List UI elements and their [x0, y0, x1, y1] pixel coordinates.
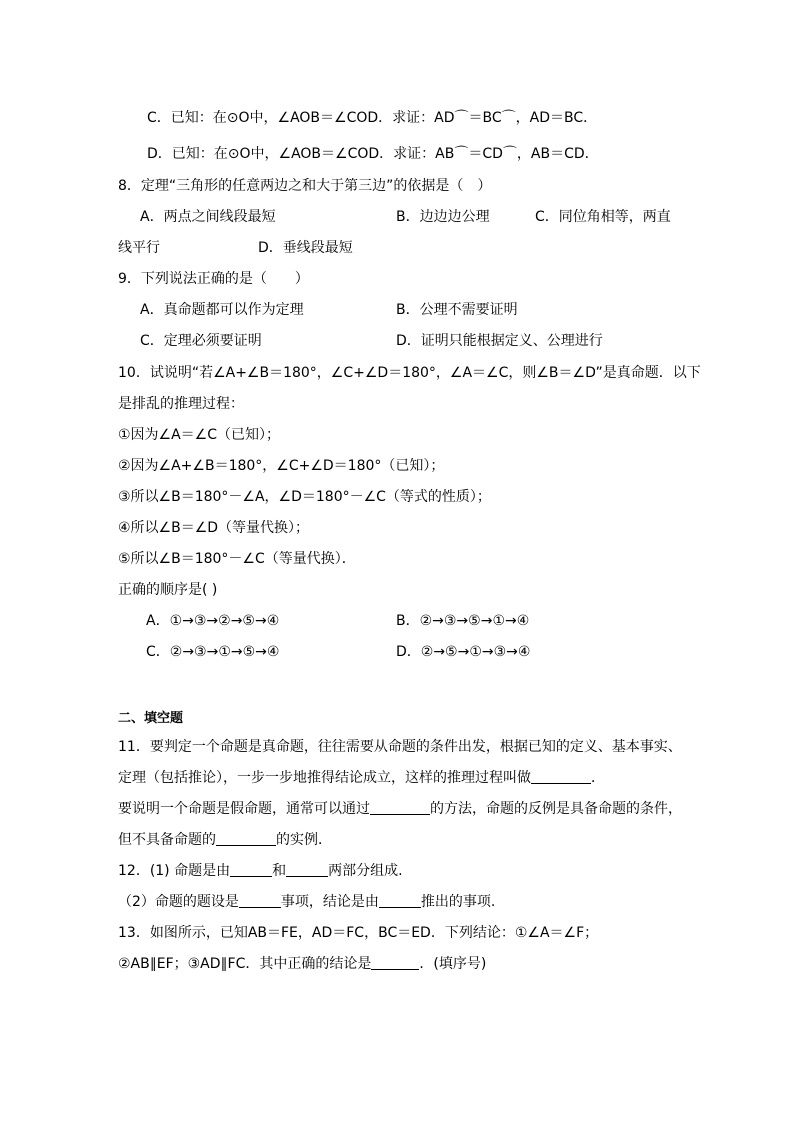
q7-option-d: D．已知：在⊙O中，∠AOB＝∠COD．求证：AB⌒＝CD⌒，AB＝CD．	[147, 146, 599, 162]
q13-line2-text: ②AB∥EF；③AD∥FC．其中正确的结论是	[118, 956, 372, 972]
q9-option-c: C．定理必须要证明	[140, 333, 262, 349]
q12-part1	[118, 861, 403, 881]
q13-line2	[118, 954, 486, 974]
q10-step-5: ⑤所以∠B＝180°－∠C（等量代换）．	[118, 551, 356, 567]
q9-option-b: B．公理不需要证明	[396, 302, 518, 318]
q10-question: 正确的顺序是( )	[118, 582, 218, 598]
q11-line3-text: 要说明一个命题是假命题，通常可以通过	[118, 801, 370, 817]
q10-option-d: D．②→⑤→①→③→④	[396, 644, 531, 660]
q11-line3	[118, 799, 682, 819]
q10-step-3: ③所以∠B＝180°－∠A，∠D＝180°－∠C（等式的性质）；	[118, 489, 491, 505]
answer-blank[interactable]	[286, 862, 328, 877]
answer-blank[interactable]	[531, 769, 591, 784]
q13-line2-end: ．(填序号)	[419, 956, 487, 972]
q8-option-c: C．同位角相等，两直	[535, 209, 671, 225]
q12-part2-end: 推出的事项.	[420, 894, 496, 910]
q9-stem: 9．下列说法正确的是（ ）	[118, 271, 309, 287]
q11-line2-end: ．	[591, 770, 605, 786]
q12-part2-text: （2）命题的题设是	[118, 894, 239, 910]
q10-step-1: ①因为∠A＝∠C（已知）；	[118, 427, 281, 443]
q12-part1-end: 两部分组成.	[328, 863, 403, 879]
q11-line2-text: 定理（包括推论），一步一步地推得结论成立，这样的推理过程叫做	[118, 770, 531, 786]
q12-part2	[118, 892, 495, 912]
q10-stem-line1: 10．试说明“若∠A+∠B＝180°，∠C+∠D＝180°，∠A＝∠C，则∠B＝∠D”是真命题．以下	[118, 365, 701, 381]
q11-line4	[118, 830, 332, 850]
q12-part1-and: 和	[272, 863, 287, 879]
answer-blank[interactable]	[371, 955, 419, 970]
section-title-fill-in: 二、填空题	[118, 711, 184, 726]
q11-line3-end: 的方法，命题的反例是具备命题的条件，	[430, 801, 682, 817]
answer-blank[interactable]	[216, 831, 276, 846]
q12-part2-mid: 事项，结论是由	[280, 894, 379, 910]
q12-part1-text: 12．(1) 命题是由	[118, 863, 231, 879]
answer-blank[interactable]	[370, 800, 430, 815]
q7-option-c: C．已知：在⊙O中，∠AOB＝∠COD．求证：AD⌒＝BC⌒，AD＝BC．	[147, 110, 598, 126]
answer-blank[interactable]	[379, 893, 421, 908]
q10-option-a: A．①→③→②→⑤→④	[146, 613, 280, 629]
q11-line1: 11．要判定一个命题是真命题，往往需要从命题的条件出发，根据已知的定义、基本事实、	[118, 739, 682, 755]
q13-line1: 13．如图所示，已知AB＝FE，AD＝FC，BC＝ED．下列结论：①∠A＝∠F；	[118, 925, 599, 941]
answer-blank[interactable]	[230, 862, 272, 877]
q9-option-a: A．真命题都可以作为定理	[140, 302, 304, 318]
q8-option-a: A．两点之间线段最短	[140, 209, 276, 225]
q10-step-4: ④所以∠B＝∠D（等量代换）；	[118, 520, 310, 536]
q10-step-2: ②因为∠A+∠B＝180°，∠C+∠D＝180°（已知）；	[118, 458, 445, 474]
q8-stem: 8．定理“三角形的任意两边之和大于第三边”的依据是（ ）	[118, 178, 492, 194]
q10-option-b: B．②→③→⑤→①→④	[396, 613, 530, 629]
q11-line4-end: 的实例．	[276, 832, 332, 848]
q8-option-c-continued: 线平行	[118, 240, 160, 256]
q11-line4-text: 但不具备命题的	[118, 832, 216, 848]
q10-option-c: C．②→③→①→⑤→④	[146, 644, 280, 660]
q11-line2	[118, 768, 605, 788]
q8-option-d: D．垂线段最短	[258, 240, 353, 256]
q10-stem-line2: 是排乱的推理过程：	[118, 396, 244, 412]
q8-option-b: B．边边边公理	[396, 209, 490, 225]
answer-blank[interactable]	[239, 893, 281, 908]
q9-option-d: D．证明只能根据定义、公理进行	[396, 333, 603, 349]
